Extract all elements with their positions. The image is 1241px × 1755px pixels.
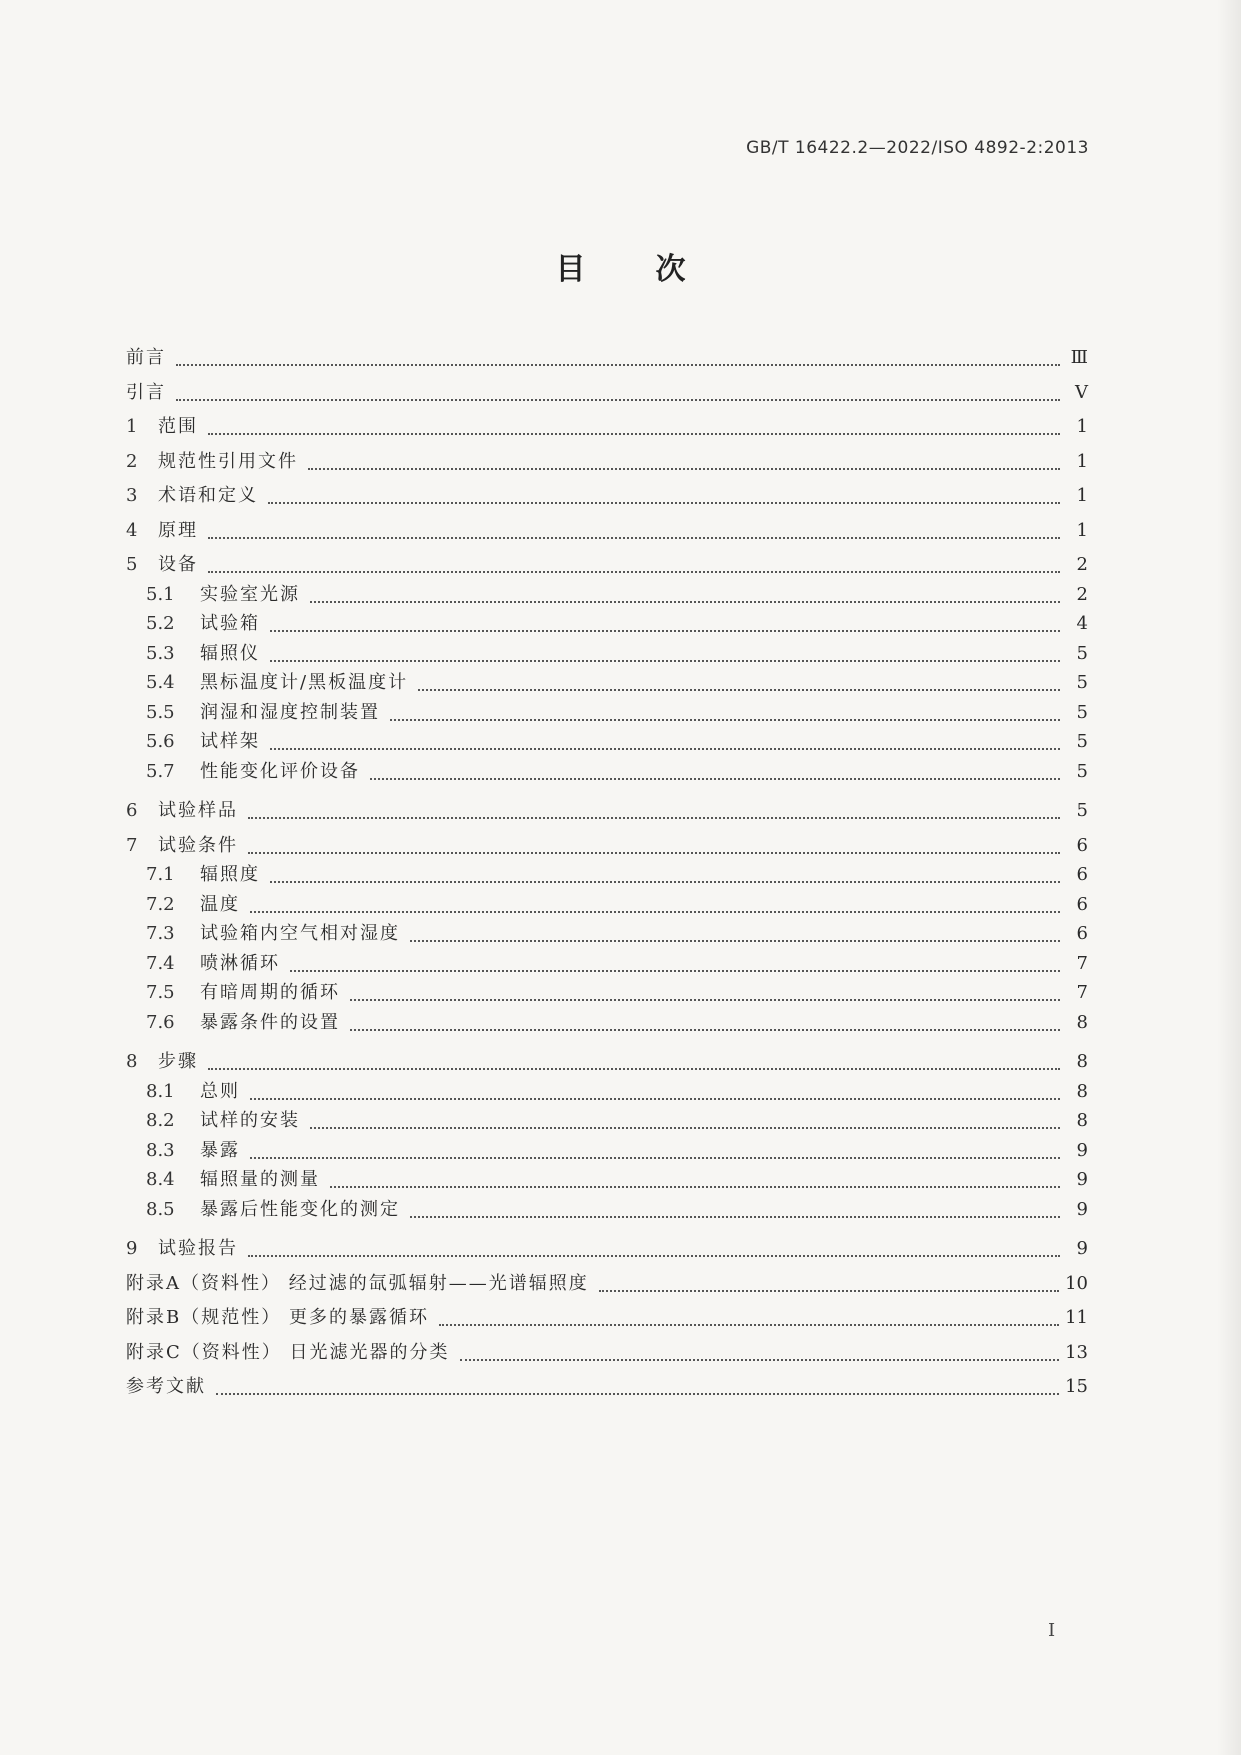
dot-leader [390, 715, 1060, 721]
toc-entry-page: 1 [1076, 485, 1088, 506]
toc-entry-label: 步骤 [158, 1051, 198, 1072]
dot-leader [350, 995, 1060, 1001]
toc-entry-label: 前言 [126, 347, 166, 368]
toc-entry-label: 暴露 [200, 1139, 240, 1161]
toc-entry-page: 9 [1076, 1169, 1088, 1190]
toc-entry-number: 7.1 [146, 864, 175, 885]
dot-leader [208, 1064, 1060, 1070]
toc-entry[interactable] [146, 921, 1088, 947]
toc-entry[interactable] [126, 1271, 1088, 1297]
toc-entry[interactable] [146, 700, 1088, 726]
toc-entry[interactable] [126, 414, 1088, 440]
toc-entry-page: 8 [1076, 1110, 1088, 1131]
dot-leader [310, 597, 1060, 603]
toc-entry-page: 9 [1076, 1139, 1088, 1161]
toc-entry-number: 3 [126, 485, 138, 506]
toc-entry-label: 规范性引用文件 [158, 450, 298, 472]
toc-entry-page: 5 [1076, 672, 1088, 693]
toc-entry-number: 5.3 [146, 642, 175, 664]
toc-entry[interactable] [146, 1197, 1088, 1223]
toc-entry[interactable] [146, 1108, 1088, 1134]
toc-entry-page: Ⅴ [1075, 381, 1088, 403]
toc-entry[interactable] [146, 582, 1088, 608]
toc-entry-page: 6 [1076, 864, 1088, 885]
toc-entry-number: 1 [126, 416, 138, 437]
dot-leader [599, 1286, 1059, 1292]
toc-entry[interactable] [146, 1010, 1088, 1036]
toc-entry-number: 5 [126, 554, 138, 575]
toc-entry[interactable] [146, 951, 1088, 977]
toc-entry-number: 5.7 [146, 760, 175, 782]
toc-entry-page: 1 [1076, 519, 1088, 541]
toc-entry-label: 引言 [126, 381, 166, 403]
toc-entry-number: 7.5 [146, 982, 175, 1003]
toc-entry-page: 15 [1065, 1376, 1088, 1397]
dot-leader [268, 498, 1060, 504]
toc-entry[interactable] [146, 670, 1088, 696]
toc-entry[interactable] [126, 449, 1088, 475]
scan-edge-shadow [1217, 0, 1241, 1755]
toc-entry-label: 辐照度 [200, 864, 260, 885]
dot-leader [248, 813, 1060, 819]
toc-entry[interactable] [126, 1374, 1088, 1400]
toc-entry-page: 2 [1076, 554, 1088, 575]
dot-leader [176, 395, 1060, 401]
toc-entry-label: 暴露后性能变化的测定 [200, 1198, 400, 1220]
toc-entry-page: 8 [1076, 1011, 1088, 1033]
toc-entry-page: 5 [1076, 701, 1088, 723]
dot-leader [250, 1094, 1060, 1100]
toc-entry-number: 8.3 [146, 1139, 175, 1161]
toc-entry[interactable] [126, 1236, 1088, 1262]
toc-entry-page: 7 [1076, 952, 1088, 974]
toc-entry-label: 术语和定义 [158, 485, 258, 506]
dot-leader [250, 1153, 1060, 1159]
dot-leader [270, 877, 1060, 883]
toc-entry-page: 4 [1076, 613, 1088, 634]
toc-entry-page: 5 [1076, 760, 1088, 782]
toc-entry[interactable] [126, 518, 1088, 544]
toc-entry-label: 暴露条件的设置 [200, 1011, 340, 1033]
toc-entry[interactable] [126, 380, 1088, 406]
dot-leader [248, 1251, 1060, 1257]
dot-leader [410, 936, 1060, 942]
standard-number: GB/T 16422.2—2022/ISO 4892-2:2013 [746, 138, 1089, 158]
toc-entry[interactable] [146, 1138, 1088, 1164]
toc-entry[interactable] [146, 1167, 1088, 1193]
toc-entry-label: 辐照量的测量 [200, 1169, 320, 1190]
toc-entry[interactable] [146, 980, 1088, 1006]
toc-entry-label: 试样架 [200, 731, 260, 752]
toc-entry-number: 4 [126, 519, 138, 541]
toc-entry-label: 黑标温度计/黑板温度计 [200, 672, 409, 693]
toc-entry-label: 试样的安装 [200, 1110, 300, 1131]
dot-leader [439, 1320, 1059, 1326]
dot-leader [270, 656, 1060, 662]
toc-entry-number: 5.6 [146, 731, 175, 752]
toc-entry-label: 总则 [200, 1080, 240, 1102]
toc-entry-page: 6 [1076, 834, 1088, 856]
toc-entry-number: 7.2 [146, 893, 175, 915]
dot-leader [208, 429, 1060, 435]
toc-entry-number: 8 [126, 1051, 138, 1072]
toc-entry-label: 性能变化评价设备 [200, 760, 360, 782]
toc-entry-number: 8.4 [146, 1169, 175, 1190]
toc-entry[interactable] [146, 729, 1088, 755]
toc-entry-page: 5 [1076, 642, 1088, 664]
toc-entry-label: 参考文献 [126, 1376, 206, 1397]
dot-leader [270, 744, 1060, 750]
toc-entry-number: 8.1 [146, 1080, 175, 1102]
toc-entry-page: 1 [1076, 416, 1088, 437]
toc-entry-page: 10 [1065, 1272, 1088, 1294]
toc-entry-page: 8 [1076, 1080, 1088, 1102]
toc-entry-label: 试验报告 [158, 1238, 238, 1259]
dot-leader [176, 360, 1060, 366]
toc-entry-number: 7.3 [146, 923, 175, 944]
toc-entry[interactable] [146, 611, 1088, 637]
dot-leader [418, 685, 1060, 691]
toc-entry[interactable] [146, 641, 1088, 667]
toc-entry-label: 附录A（资料性） 经过滤的氙弧辐射——光谱辐照度 [126, 1272, 589, 1294]
dot-leader [290, 966, 1060, 972]
toc-entry-label: 温度 [200, 893, 240, 915]
toc-entry-page: 5 [1076, 800, 1088, 821]
toc-entry-number: 5.4 [146, 672, 175, 693]
toc-entry-number: 2 [126, 450, 138, 472]
toc-entry-label: 设备 [158, 554, 198, 575]
toc-entry-label: 润湿和湿度控制装置 [200, 701, 380, 723]
dot-leader [208, 533, 1060, 539]
toc-entry[interactable] [126, 483, 1088, 509]
dot-leader [250, 907, 1060, 913]
dot-leader [310, 1123, 1060, 1129]
dot-leader [308, 464, 1060, 470]
toc-entry-label: 范围 [158, 416, 198, 437]
toc-entry-number: 9 [126, 1238, 138, 1259]
toc-entry[interactable] [146, 1079, 1088, 1105]
dot-leader [216, 1389, 1059, 1395]
toc-entry-label: 附录B（规范性） 更多的暴露循环 [126, 1307, 429, 1328]
page-number: I [1048, 1620, 1056, 1641]
toc-entry-page: 2 [1076, 583, 1088, 605]
toc-entry-label: 附录C（资料性） 日光滤光器的分类 [126, 1341, 450, 1363]
toc-entry-number: 8.5 [146, 1198, 175, 1220]
toc-entry-page: 9 [1076, 1238, 1088, 1259]
toc-entry-label: 试验箱内空气相对湿度 [200, 923, 400, 944]
toc-entry-number: 7.4 [146, 952, 175, 974]
toc-entry[interactable] [126, 345, 1088, 371]
dot-leader [208, 567, 1060, 573]
dot-leader [460, 1355, 1060, 1361]
toc-entry[interactable] [126, 1305, 1088, 1331]
toc-entry-label: 有暗周期的循环 [200, 982, 340, 1003]
toc-entry-page: 13 [1065, 1341, 1088, 1363]
toc-entry-label: 试验样品 [158, 800, 238, 821]
toc-entry-label: 实验室光源 [200, 583, 300, 605]
toc-entry-page: 1 [1076, 450, 1088, 472]
dot-leader [410, 1212, 1060, 1218]
toc-entry[interactable] [146, 759, 1088, 785]
toc-entry-page: 5 [1076, 731, 1088, 752]
toc-entry-page: Ⅲ [1070, 347, 1088, 368]
toc-entry-label: 试验箱 [200, 613, 260, 634]
toc-entry-page: 9 [1076, 1198, 1088, 1220]
dot-leader [248, 848, 1060, 854]
page-title: 目次 [555, 252, 756, 287]
toc-entry-page: 6 [1076, 893, 1088, 915]
toc-entry-number: 8.2 [146, 1110, 175, 1131]
toc-entry[interactable] [126, 1340, 1088, 1366]
toc-entry-label: 辐照仪 [200, 642, 260, 664]
dot-leader [370, 774, 1060, 780]
dot-leader [330, 1182, 1060, 1188]
toc-entry[interactable] [126, 833, 1088, 859]
toc-entry-page: 11 [1065, 1307, 1088, 1328]
toc-entry[interactable] [146, 892, 1088, 918]
toc-entry-page: 7 [1076, 982, 1088, 1003]
toc-entry-number: 5.1 [146, 583, 175, 605]
toc-entry[interactable] [146, 862, 1088, 888]
toc-entry-page: 6 [1076, 923, 1088, 944]
dot-leader [270, 626, 1060, 632]
toc-entry[interactable] [126, 552, 1088, 578]
toc-entry-label: 试验条件 [158, 834, 238, 856]
toc-entry-number: 5.2 [146, 613, 175, 634]
toc-entry-number: 5.5 [146, 701, 175, 723]
toc-entry-label: 喷淋循环 [200, 952, 280, 974]
dot-leader [350, 1025, 1060, 1031]
toc-entry-number: 7 [126, 834, 138, 856]
toc-entry-page: 8 [1076, 1051, 1088, 1072]
toc-entry[interactable] [126, 798, 1088, 824]
toc-entry[interactable] [126, 1049, 1088, 1075]
toc-entry-number: 7.6 [146, 1011, 175, 1033]
toc-entry-label: 原理 [158, 519, 198, 541]
toc-entry-number: 6 [126, 800, 138, 821]
